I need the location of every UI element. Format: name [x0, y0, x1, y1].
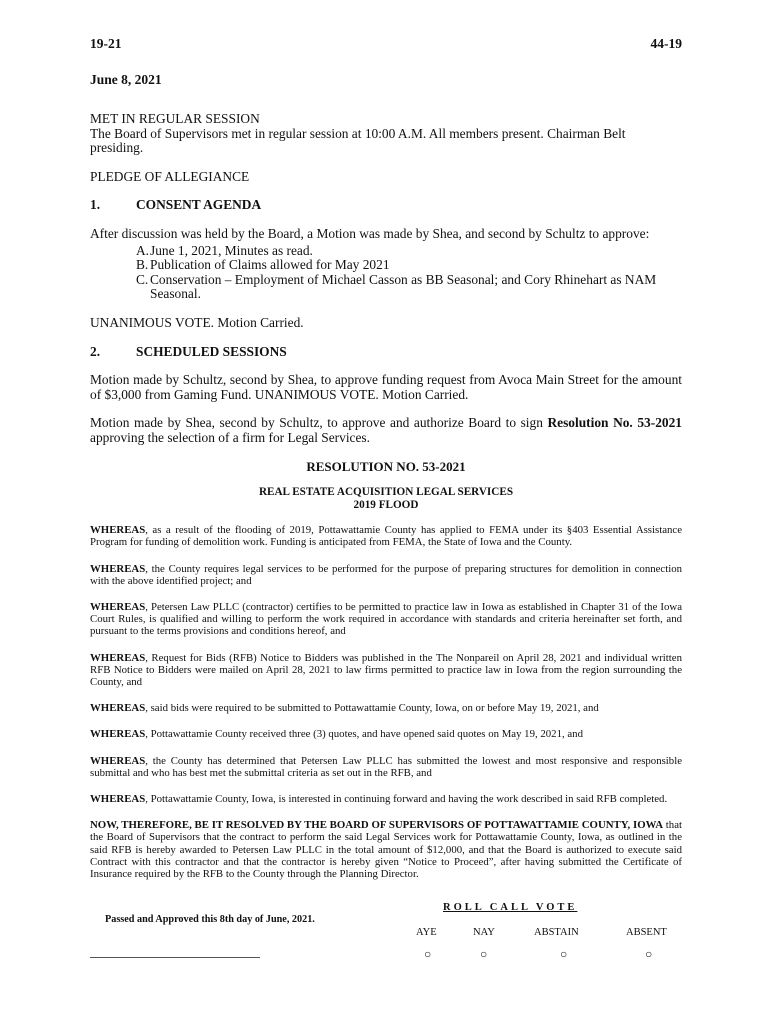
whereas-text: , Pottawattamie County received three (3) quotes, and have opened said quotes on May 19, 2021, and	[145, 728, 583, 741]
consent-agenda-list	[90, 244, 682, 302]
resolution-subtitle-line-2: 2019 FLOOD	[353, 499, 419, 512]
whereas-label: WHEREAS	[90, 651, 146, 664]
nay-header: NAY	[473, 927, 495, 938]
whereas-clause	[90, 755, 682, 779]
item-letter: A.	[136, 242, 150, 258]
whereas-text: , Petersen Law PLLC (contractor) certifies to be permitted to practice law in Iowa as established in Chapter 31 of the Iowa Court Rules, is qualified and willing to perform the work required in accordance with standards and criteria hereinafter set forth, and pursuant to the terms provisions and conditions hereof, and	[90, 600, 682, 638]
whereas-clause	[90, 652, 682, 689]
item-text: June 1, 2021, Minutes as read.	[150, 242, 313, 258]
roll-call-heading: ROLL CALL VOTE	[443, 902, 578, 913]
resolved-clause	[90, 819, 682, 880]
item-text: Publication of Claims allowed for May 2021	[150, 257, 390, 273]
section-2-heading	[90, 345, 682, 360]
absent-header: ABSENT	[626, 927, 667, 938]
signature-line	[90, 957, 260, 958]
resolution-title: RESOLUTION NO. 53-2021	[306, 458, 466, 474]
section-1-intro: After discussion was held by the Board, a Motion was made by Shea, and second by Schultz to approve:	[90, 225, 650, 241]
header-left-number: 19-21	[90, 36, 122, 51]
absent-circle: ○	[645, 947, 653, 961]
meeting-date: June 8, 2021	[90, 72, 162, 87]
resolved-label: NOW, THEREFORE, BE IT RESOLVED BY THE BOARD OF SUPERVISORS OF POTTAWATTAMIE COUNTY, IOWA	[90, 819, 664, 832]
motion-2	[90, 416, 682, 445]
resolution-subtitle-line-1: REAL ESTATE ACQUISITION LEGAL SERVICES	[258, 486, 514, 499]
pledge-heading: PLEDGE OF ALLEGIANCE	[90, 168, 250, 184]
section-1-number: 1.	[90, 197, 101, 213]
whereas-text: , said bids were required to be submitted to Pottawattamie County, Iowa, on or before May 19, 2021, and	[145, 702, 599, 715]
whereas-clause	[90, 728, 682, 740]
page-header	[90, 36, 682, 52]
whereas-text: , Request for Bids (RFB) Notice to Bidders was published in the The Nonpareil on April 28, 2021 and individual written RFB Notice to Bidders were mailed on April 28, 2021 to law firms permitted to practice law in Iowa from the region surrounding the County, and	[90, 651, 682, 688]
whereas-clause	[90, 524, 682, 548]
section-2-number: 2.	[90, 343, 101, 359]
motion-1: Motion made by Schultz, second by Shea, to approve funding request from Avoca Main Street for the amount of $3,000 from Gaming Fund. UNANIMOUS VOTE. Motion Carried.	[90, 372, 682, 402]
whereas-label: WHEREAS	[90, 754, 146, 767]
resolved-text: that the Board of Supervisors that the contract to perform the said Legal Services work for Pottawattamie County, Iowa, as outlined in the said RFB is hereby awarded to Petersen Law PLLC in the total amount of $12,000, and that the Board is authorized to execute said Contract with this contractor and that the contractor is hereby given “Notice to Proceed”, after having submitted the Certificate of Insurance required by the RFB to the County through the Planning Director.	[90, 819, 683, 880]
item-letter: C.	[136, 271, 149, 287]
whereas-label: WHEREAS	[90, 562, 146, 575]
whereas-clause	[90, 702, 682, 714]
abstain-header: ABSTAIN	[534, 927, 579, 938]
document-body	[90, 112, 682, 894]
aye-circle: ○	[424, 947, 432, 961]
whereas-clause	[90, 563, 682, 587]
section-1-vote: UNANIMOUS VOTE. Motion Carried.	[90, 314, 304, 330]
whereas-label: WHEREAS	[90, 524, 146, 537]
resolution-subtitle	[90, 486, 682, 512]
aye-header: AYE	[416, 927, 437, 938]
motion-2-text-end: approving the selection of a firm for Legal Services.	[90, 429, 370, 445]
section-1-heading	[90, 198, 682, 213]
session-paragraph	[90, 112, 682, 156]
whereas-clause	[90, 793, 682, 805]
passed-approved-line: Passed and Approved this 8th day of June, 2021.	[105, 914, 315, 925]
session-title: MET IN REGULAR SESSION	[90, 111, 260, 126]
motion-2-resolution-ref: Resolution No. 53-2021	[547, 415, 682, 431]
nay-circle: ○	[480, 947, 488, 961]
whereas-clause	[90, 601, 682, 638]
section-1-title: CONSENT AGENDA	[136, 197, 262, 213]
list-item	[136, 258, 682, 273]
whereas-label: WHEREAS	[90, 728, 146, 741]
session-text: The Board of Supervisors met in regular session at 10:00 A.M. All members present. Chairman Belt presiding.	[90, 125, 626, 156]
whereas-label: WHEREAS	[90, 600, 146, 613]
list-item	[136, 244, 682, 259]
whereas-text: , Pottawattamie County, Iowa, is interested in continuing forward and having the work described in said RFB completed.	[145, 792, 668, 805]
motion-2-text: Motion made by Shea, second by Schultz, to approve and authorize Board to sign	[90, 415, 548, 431]
whereas-text: , as a result of the flooding of 2019, Pottawattamie County has applied to FEMA under its §403 Essential Assistance Program for funding of demolition work. Funding is anticipated from FEMA, the State of Iowa and the County.	[90, 524, 682, 549]
header-right-number: 44-19	[650, 36, 682, 51]
whereas-text: , the County has determined that Petersen Law PLLC has submitted the lowest and most responsive and responsible submittal and who has best met the submittal criteria as set out in the RFB, and	[90, 754, 682, 779]
whereas-label: WHEREAS	[90, 792, 146, 805]
whereas-text: , the County requires legal services to be performed for the purpose of preparing structures for demolition in connection with the above identified project; and	[90, 562, 682, 587]
section-2-title: SCHEDULED SESSIONS	[136, 343, 287, 359]
item-text: Conservation – Employment of Michael Casson as BB Seasonal; and Cory Rhinehart as NAM Seasonal.	[150, 271, 657, 302]
abstain-circle: ○	[560, 947, 568, 961]
list-item	[136, 273, 682, 302]
item-letter: B.	[136, 257, 149, 273]
whereas-label: WHEREAS	[90, 702, 146, 715]
